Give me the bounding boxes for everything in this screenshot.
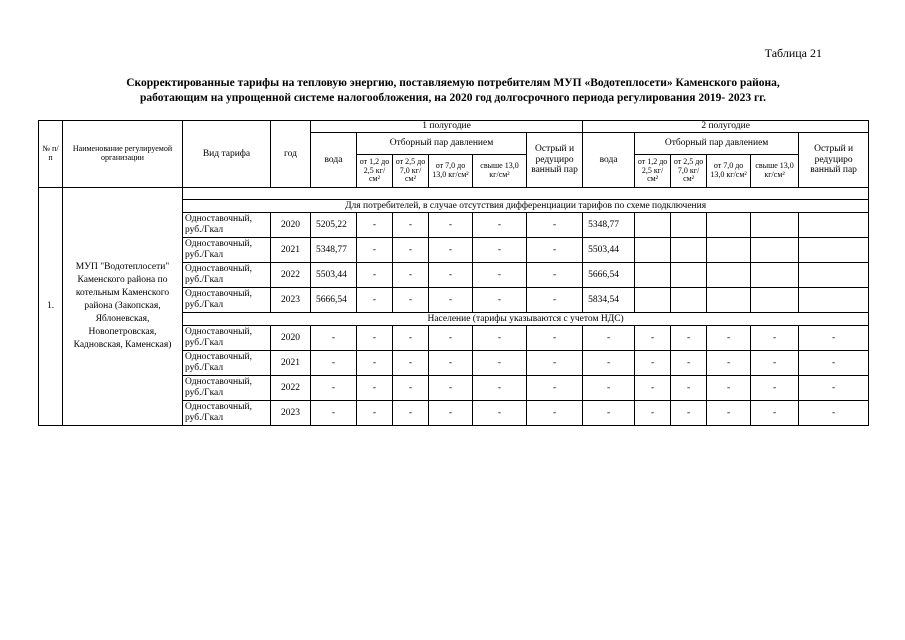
- section-title: Население (тарифы указываются с учетом НДС): [183, 313, 869, 326]
- tariff-type: Одноставочный, руб./Гкал: [183, 213, 271, 238]
- tariff-type: Одноставочный, руб./Гкал: [183, 288, 271, 313]
- tariff-value-cell: [707, 213, 751, 238]
- tariff-value-cell: -: [357, 401, 393, 426]
- tariff-value-cell: -: [635, 326, 671, 351]
- tariff-value-cell: 5503,44: [311, 263, 357, 288]
- tariff-value-cell: -: [751, 376, 799, 401]
- tariff-value-cell: -: [429, 263, 473, 288]
- tariff-value-cell: -: [635, 376, 671, 401]
- spacer-cell: [183, 188, 869, 200]
- row-number: 1.: [39, 188, 63, 426]
- tariff-value-cell: -: [671, 351, 707, 376]
- tariff-value-cell: -: [429, 288, 473, 313]
- tariff-value-cell: -: [527, 376, 583, 401]
- header-vid: Вид тарифа: [183, 121, 271, 188]
- tariff-value-cell: -: [671, 326, 707, 351]
- organization-name: МУП "Водотеплосети" Каменского района по котельным Каменского района (Закопская, Яблоневская, Новопетровская, Кадновская, Каменская): [63, 188, 183, 426]
- tariff-value-cell: -: [357, 376, 393, 401]
- tariff-value-cell: -: [357, 326, 393, 351]
- header-row-1: [39, 121, 869, 133]
- tariff-value-cell: -: [527, 238, 583, 263]
- tariff-value-cell: -: [707, 401, 751, 426]
- header-p4-1: свыше 13,0 кг/см²: [473, 155, 527, 188]
- tariff-value-cell: -: [473, 351, 527, 376]
- tariff-value-cell: -: [473, 263, 527, 288]
- tariff-value-cell: -: [473, 376, 527, 401]
- title-line-1: Скорректированные тарифы на тепловую энергию, поставляемую потребителям МУП «Водотеплосети» Каменского района,: [126, 77, 780, 89]
- tariff-value-cell: -: [393, 351, 429, 376]
- tariff-value-cell: [635, 238, 671, 263]
- tariff-value-cell: -: [583, 401, 635, 426]
- tariff-value-cell: -: [707, 351, 751, 376]
- tariff-value-cell: -: [799, 351, 869, 376]
- tariff-value-cell: 5348,77: [311, 238, 357, 263]
- tariff-year: 2022: [271, 263, 311, 288]
- tariff-value-cell: -: [429, 376, 473, 401]
- tariff-value-cell: [799, 288, 869, 313]
- tariff-value-cell: -: [393, 238, 429, 263]
- header-year: год: [271, 121, 311, 188]
- tariff-value-cell: [635, 213, 671, 238]
- tariff-value-cell: -: [311, 326, 357, 351]
- tariff-type: Одноставочный, руб./Гкал: [183, 351, 271, 376]
- header-p4-2: свыше 13,0 кг/см²: [751, 155, 799, 188]
- tariff-value-cell: [635, 263, 671, 288]
- tariff-value-cell: [751, 288, 799, 313]
- tariff-year: 2023: [271, 288, 311, 313]
- header-ostry-2: Острый и редуциро ванный пар: [799, 133, 869, 188]
- tariff-value-cell: 5666,54: [311, 288, 357, 313]
- tariff-type: Одноставочный, руб./Гкал: [183, 376, 271, 401]
- tariff-value-cell: -: [357, 213, 393, 238]
- tariff-value-cell: -: [635, 401, 671, 426]
- tariff-value-cell: -: [393, 263, 429, 288]
- header-otbor-2: Отборный пар давлением: [635, 133, 799, 155]
- header-p3-2: от 7,0 до 13,0 кг/см²: [707, 155, 751, 188]
- document-title: [38, 76, 868, 106]
- header-half-1: 1 полугодие: [311, 121, 583, 133]
- tariff-value-cell: -: [473, 401, 527, 426]
- tariff-value-cell: [751, 238, 799, 263]
- tariff-value-cell: -: [311, 401, 357, 426]
- tariff-value-cell: -: [429, 238, 473, 263]
- tariff-value-cell: 5348,77: [583, 213, 635, 238]
- tariff-value-cell: 5205,22: [311, 213, 357, 238]
- tariff-value-cell: -: [393, 376, 429, 401]
- tariff-value-cell: -: [751, 351, 799, 376]
- tariff-value-cell: -: [429, 326, 473, 351]
- tariff-value-cell: -: [429, 351, 473, 376]
- tariff-value-cell: -: [393, 326, 429, 351]
- header-p2-1: от 2,5 до 7,0 кг/см²: [393, 155, 429, 188]
- tariff-value-cell: [707, 263, 751, 288]
- tariff-value-cell: [635, 288, 671, 313]
- tariff-value-cell: -: [473, 213, 527, 238]
- section-title: Для потребителей, в случае отсутствия дифференциации тарифов по схеме подключения: [183, 200, 869, 213]
- header-num: № п/п: [39, 121, 63, 188]
- tariff-value-cell: [671, 238, 707, 263]
- header-voda-1: вода: [311, 133, 357, 188]
- tariff-value-cell: [671, 213, 707, 238]
- tariff-type: Одноставочный, руб./Гкал: [183, 401, 271, 426]
- tariff-value-cell: -: [707, 376, 751, 401]
- tariff-year: 2021: [271, 351, 311, 376]
- tariff-value-cell: -: [393, 401, 429, 426]
- tariff-value-cell: -: [311, 351, 357, 376]
- tariff-type: Одноставочный, руб./Гкал: [183, 238, 271, 263]
- tariff-value-cell: -: [799, 401, 869, 426]
- tariff-value-cell: -: [393, 288, 429, 313]
- tariff-year: 2020: [271, 326, 311, 351]
- tariff-value-cell: -: [357, 351, 393, 376]
- tariff-value-cell: -: [527, 288, 583, 313]
- tariff-value-cell: [671, 288, 707, 313]
- tariff-value-cell: -: [707, 326, 751, 351]
- tariff-value-cell: -: [357, 263, 393, 288]
- tariff-value-cell: -: [635, 351, 671, 376]
- tariff-value-cell: [799, 213, 869, 238]
- tariff-value-cell: -: [751, 401, 799, 426]
- tariff-value-cell: -: [527, 326, 583, 351]
- tariff-value-cell: -: [429, 401, 473, 426]
- tariff-value-cell: -: [473, 288, 527, 313]
- header-p1-1: от 1,2 до 2,5 кг/см²: [357, 155, 393, 188]
- tariff-year: 2020: [271, 213, 311, 238]
- header-org: Наименование регулируемой организации: [63, 121, 183, 188]
- tariff-value-cell: -: [799, 376, 869, 401]
- tariff-value-cell: [799, 238, 869, 263]
- tariff-value-cell: -: [583, 376, 635, 401]
- tariff-value-cell: -: [429, 213, 473, 238]
- tariff-value-cell: [707, 238, 751, 263]
- tariff-year: 2021: [271, 238, 311, 263]
- tariff-type: Одноставочный, руб./Гкал: [183, 263, 271, 288]
- header-voda-2: вода: [583, 133, 635, 188]
- tariff-value-cell: [751, 213, 799, 238]
- tariff-value-cell: -: [671, 376, 707, 401]
- tariff-value-cell: [707, 288, 751, 313]
- tariff-value-cell: [751, 263, 799, 288]
- header-p1-2: от 1,2 до 2,5 кг/см²: [635, 155, 671, 188]
- title-line-2: работающим на упрощенной системе налогообложения, на 2020 год долгосрочного периода регулирования 2019- 2023 гг.: [140, 92, 766, 104]
- tariff-value-cell: [799, 263, 869, 288]
- tariff-value-cell: -: [583, 326, 635, 351]
- tariff-value-cell: -: [527, 351, 583, 376]
- tariff-value-cell: 5503,44: [583, 238, 635, 263]
- header-otbor-1: Отборный пар давлением: [357, 133, 527, 155]
- spacer-row: [39, 188, 869, 200]
- tariff-value-cell: -: [473, 326, 527, 351]
- tariff-value-cell: -: [799, 326, 869, 351]
- tariff-year: 2023: [271, 401, 311, 426]
- tariffs-table: [38, 120, 869, 426]
- table-number-label: Таблица 21: [764, 46, 822, 60]
- tariff-value-cell: -: [393, 213, 429, 238]
- tariff-value-cell: -: [671, 401, 707, 426]
- tariff-value-cell: -: [311, 376, 357, 401]
- tariff-value-cell: -: [357, 238, 393, 263]
- tariff-value-cell: 5834,54: [583, 288, 635, 313]
- tariff-value-cell: [671, 263, 707, 288]
- tariff-value-cell: -: [473, 238, 527, 263]
- tariff-value-cell: -: [527, 401, 583, 426]
- header-p3-1: от 7,0 до 13,0 кг/см²: [429, 155, 473, 188]
- tariff-value-cell: -: [527, 213, 583, 238]
- header-p2-2: от 2,5 до 7,0 кг/см²: [671, 155, 707, 188]
- tariff-year: 2022: [271, 376, 311, 401]
- tariff-value-cell: -: [583, 351, 635, 376]
- tariff-value-cell: -: [751, 326, 799, 351]
- tariff-type: Одноставочный, руб./Гкал: [183, 326, 271, 351]
- tariff-value-cell: -: [527, 263, 583, 288]
- header-ostry-1: Острый и редуциро ванный пар: [527, 133, 583, 188]
- header-half-2: 2 полугодие: [583, 121, 869, 133]
- tariff-value-cell: -: [357, 288, 393, 313]
- tariff-value-cell: 5666,54: [583, 263, 635, 288]
